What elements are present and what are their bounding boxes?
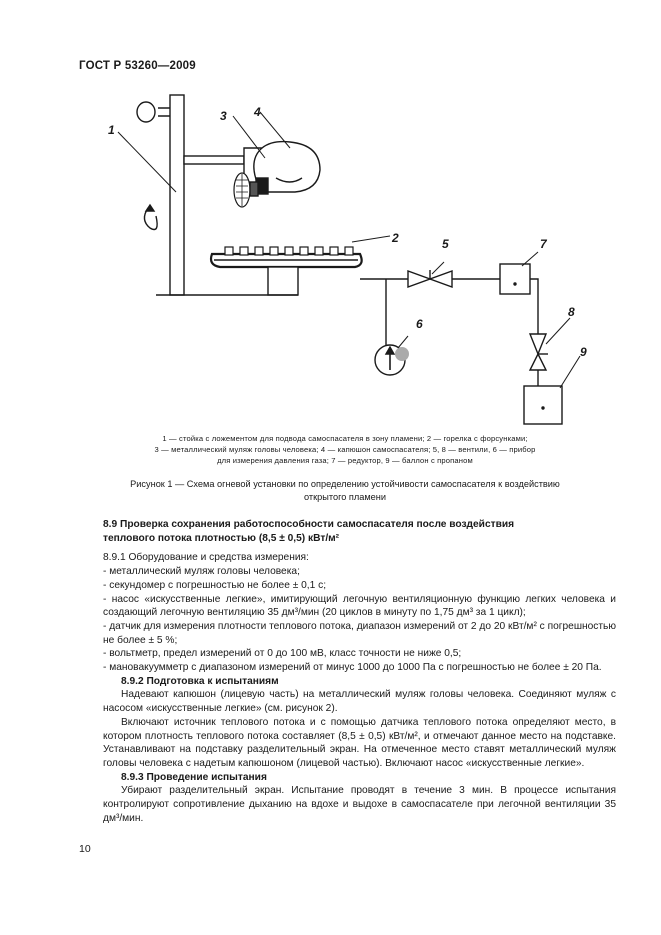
list-item: - вольтметр, предел измерений от 0 до 100 мВ, класс точности не ниже 0,5; xyxy=(103,648,462,660)
list-item: - насос «искусственные легкие», имитирующий легочную вентиляционную функцию легких человека и создающий легочную вентиляцию 35 дм³/мин (20 циклов в минуту по 1,75 дм³ за 1 цикл); xyxy=(103,593,616,619)
valve-8 xyxy=(530,334,546,354)
label-4: 4 xyxy=(254,105,261,119)
caption-line: открытого пламени xyxy=(304,492,386,502)
paragraph: Убирают разделительный экран. Испытание проводят в течение 3 мин. В процессе испытания контролируют сопротивление дыханию на вдохе и выдохе в самоспасателе при легочной вентиляции 35 дм³/мин. xyxy=(103,785,616,824)
legend-line: для измерения давления газа; 7 — редуктор, 9 — баллон с пропаном xyxy=(217,456,473,465)
stand-knob xyxy=(137,102,155,122)
propane-cylinder-9 xyxy=(524,386,562,424)
label-9: 9 xyxy=(580,345,587,359)
body-text xyxy=(103,518,616,825)
standard-header: ГОСТ Р 53260—2009 xyxy=(79,60,196,72)
label-7: 7 xyxy=(540,237,547,251)
caption-line: Рисунок 1 — Схема огневой установки по определению устойчивости самоспасателя к воздействию xyxy=(130,479,560,489)
paragraph: Включают источник теплового потока и с помощью датчика теплового потока определяют место, в котором плотность теплового потока составляет (8,5 ± 0,5) кВт/м², и отмечают данное место на подставке. Устанавливают на подставку разделительный экран. На отмеченное место ставят металлический муляж головы человека с надетым капюшоном (лицевой частью). Включают насос «искусственные легкие». xyxy=(103,716,616,769)
subsection-893-title: 8.9.3 Проведение испытания xyxy=(121,771,267,783)
burner-support xyxy=(268,267,298,295)
list-item: - датчик для измерения плотности теплового потока, диапазон измерений от 2 до 20 кВт/м² с погрешностью не более ± 5 %; xyxy=(103,620,616,646)
label-8: 8 xyxy=(568,305,575,319)
list-item: - металлический муляж головы человека; xyxy=(103,566,300,578)
section-title: теплового потока плотностью (8,5 ± 0,5) кВт/м² xyxy=(103,532,340,544)
list-item: - мановакуумметр с диапазоном измерений от минус 1000 до 1000 Па с погрешностью не более ± 20 Па. xyxy=(103,662,602,674)
stand-post xyxy=(170,95,184,295)
diagram-svg xyxy=(90,90,610,430)
legend-line: 3 — металлический муляж головы человека; 4 — капюшон самоспасателя; 5, 8 — вентили, 6 — прибор xyxy=(154,445,536,454)
valve-5 xyxy=(408,271,430,287)
label-5: 5 xyxy=(442,237,449,251)
label-2: 2 xyxy=(392,231,399,245)
stand-arm xyxy=(184,156,244,164)
label-6: 6 xyxy=(416,317,423,331)
subsection-891: 8.9.1 Оборудование и средства измерения: xyxy=(103,552,309,564)
figure-caption xyxy=(95,478,595,504)
reducer-7 xyxy=(500,264,530,294)
label-1: 1 xyxy=(108,123,115,137)
figure-setup-diagram xyxy=(90,90,610,430)
page-number: 10 xyxy=(79,843,91,855)
paragraph: Надевают капюшон (лицевую часть) на металлический муляж головы человека. Соединяют муляж с насосом «искусственные легкие» (см. рисунок 2). xyxy=(103,689,616,715)
subsection-892-title: 8.9.2 Подготовка к испытаниям xyxy=(121,675,279,687)
label-3: 3 xyxy=(220,109,227,123)
section-title: 8.9 Проверка сохранения работоспособности самоспасателя после воздействия xyxy=(103,519,515,530)
figure-legend xyxy=(90,433,600,466)
list-item: - секундомер с погрешностью не более ± 0,1 с; xyxy=(103,579,327,591)
legend-line: 1 — стойка с ложементом для подвода самоспасателя в зону пламени; 2 — горелка с форсунками; xyxy=(162,434,528,443)
